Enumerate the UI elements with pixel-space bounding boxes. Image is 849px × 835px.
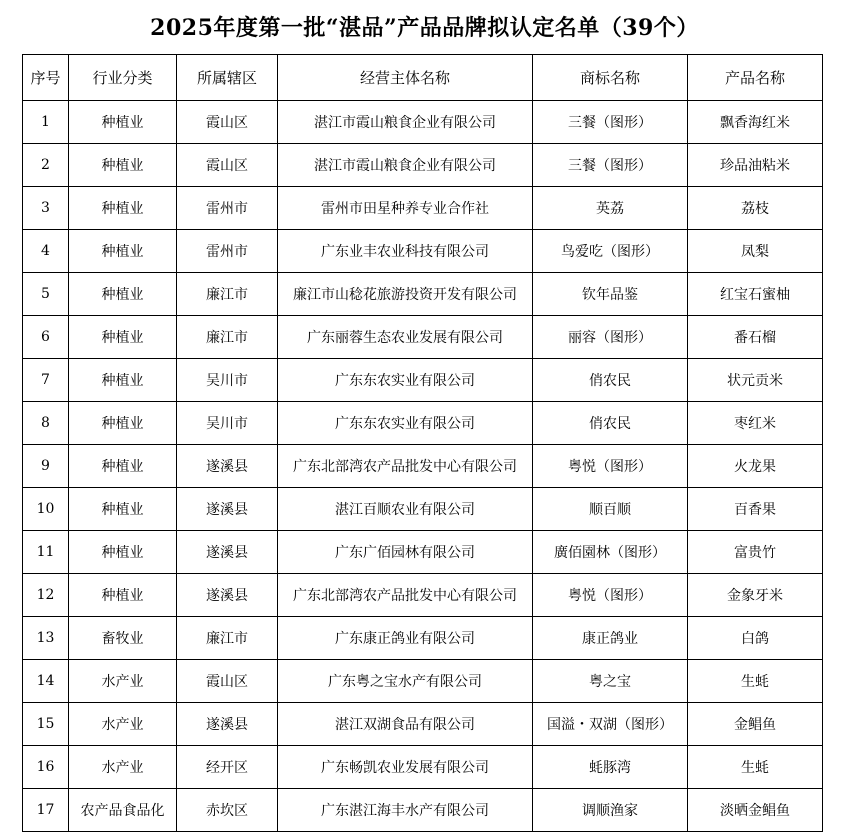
cell-district: 吴川市 [177,359,278,402]
cell-industry: 种植业 [69,144,177,187]
table-row [23,316,823,359]
cell-company: 湛江百顺农业有限公司 [278,488,533,531]
header-index: 序号 [23,55,69,101]
cell-trademark: 蚝豚湾 [533,746,688,789]
cell-industry: 种植业 [69,574,177,617]
cell-industry: 水产业 [69,660,177,703]
cell-industry: 种植业 [69,445,177,488]
header-company: 经营主体名称 [278,55,533,101]
cell-product: 淡晒金鲳鱼 [688,789,823,832]
table-body [23,101,823,832]
cell-industry: 种植业 [69,101,177,144]
cell-trademark: 调顺渔家 [533,789,688,832]
cell-district: 遂溪县 [177,531,278,574]
cell-index: 12 [23,574,69,617]
cell-trademark: 顺百顺 [533,488,688,531]
cell-company: 广东业丰农业科技有限公司 [278,230,533,273]
table-row [23,101,823,144]
cell-district: 遂溪县 [177,574,278,617]
cell-product: 飘香海红米 [688,101,823,144]
cell-company: 广东康正鸽业有限公司 [278,617,533,660]
cell-trademark: 粤之宝 [533,660,688,703]
cell-index: 10 [23,488,69,531]
cell-district: 雷州市 [177,187,278,230]
table-row [23,660,823,703]
cell-product: 枣红米 [688,402,823,445]
cell-index: 6 [23,316,69,359]
cell-product: 百香果 [688,488,823,531]
cell-company: 广东北部湾农产品批发中心有限公司 [278,574,533,617]
header-trademark: 商标名称 [533,55,688,101]
cell-industry: 畜牧业 [69,617,177,660]
cell-district: 经开区 [177,746,278,789]
cell-product: 珍品油粘米 [688,144,823,187]
cell-district: 廉江市 [177,617,278,660]
cell-product: 白鸽 [688,617,823,660]
cell-industry: 种植业 [69,402,177,445]
cell-industry: 种植业 [69,316,177,359]
cell-company: 湛江市霞山粮食企业有限公司 [278,144,533,187]
table-row [23,789,823,832]
table-row [23,187,823,230]
cell-trademark: 粤悦（图形） [533,445,688,488]
cell-company: 廉江市山稔花旅游投资开发有限公司 [278,273,533,316]
cell-index: 11 [23,531,69,574]
cell-trademark: 康正鸽业 [533,617,688,660]
cell-company: 湛江市霞山粮食企业有限公司 [278,101,533,144]
cell-district: 廉江市 [177,273,278,316]
cell-district: 霞山区 [177,660,278,703]
cell-district: 遂溪县 [177,703,278,746]
cell-product: 生蚝 [688,746,823,789]
cell-trademark: 鸟爱吃（图形） [533,230,688,273]
cell-trademark: 国溢・双湖（图形） [533,703,688,746]
cell-index: 15 [23,703,69,746]
cell-product: 火龙果 [688,445,823,488]
cell-product: 番石榴 [688,316,823,359]
cell-trademark: 廣佰園林（图形） [533,531,688,574]
cell-trademark: 三餐（图形） [533,144,688,187]
table-row [23,531,823,574]
cell-district: 雷州市 [177,230,278,273]
cell-industry: 种植业 [69,531,177,574]
header-product: 产品名称 [688,55,823,101]
cell-index: 1 [23,101,69,144]
cell-trademark: 粤悦（图形） [533,574,688,617]
cell-industry: 农产品食品化 [69,789,177,832]
cell-industry: 水产业 [69,703,177,746]
cell-district: 霞山区 [177,144,278,187]
table-header-row [23,55,823,101]
table-row [23,574,823,617]
cell-index: 8 [23,402,69,445]
cell-company: 广东广佰园林有限公司 [278,531,533,574]
cell-product: 状元贡米 [688,359,823,402]
cell-district: 遂溪县 [177,488,278,531]
cell-index: 14 [23,660,69,703]
page-title: 2025年度第一批“湛品”产品品牌拟认定名单（39个） [150,15,699,41]
cell-district: 赤坎区 [177,789,278,832]
table-row [23,144,823,187]
header-district: 所属辖区 [177,55,278,101]
cell-index: 17 [23,789,69,832]
cell-industry: 种植业 [69,230,177,273]
cell-index: 16 [23,746,69,789]
cell-company: 广东畅凯农业发展有限公司 [278,746,533,789]
cell-trademark: 三餐（图形） [533,101,688,144]
cell-industry: 种植业 [69,273,177,316]
brand-list-table [22,54,823,832]
cell-index: 3 [23,187,69,230]
cell-industry: 水产业 [69,746,177,789]
cell-company: 广东粤之宝水产有限公司 [278,660,533,703]
cell-company: 雷州市田星种养专业合作社 [278,187,533,230]
cell-company: 广东东农实业有限公司 [278,359,533,402]
table-row [23,617,823,660]
table-row [23,746,823,789]
cell-product: 生蚝 [688,660,823,703]
table-row [23,230,823,273]
cell-trademark: 俏农民 [533,359,688,402]
cell-trademark: 俏农民 [533,402,688,445]
cell-company: 广东湛江海丰水产有限公司 [278,789,533,832]
cell-industry: 种植业 [69,488,177,531]
table-row [23,488,823,531]
cell-company: 广东北部湾农产品批发中心有限公司 [278,445,533,488]
table-row [23,273,823,316]
cell-company: 湛江双湖食品有限公司 [278,703,533,746]
cell-district: 吴川市 [177,402,278,445]
cell-industry: 种植业 [69,187,177,230]
cell-index: 5 [23,273,69,316]
cell-district: 霞山区 [177,101,278,144]
cell-index: 4 [23,230,69,273]
cell-trademark: 钦年品鉴 [533,273,688,316]
cell-company: 广东丽蓉生态农业发展有限公司 [278,316,533,359]
cell-index: 9 [23,445,69,488]
cell-trademark: 丽容（图形） [533,316,688,359]
cell-product: 富贵竹 [688,531,823,574]
cell-index: 2 [23,144,69,187]
cell-district: 廉江市 [177,316,278,359]
cell-product: 红宝石蜜柚 [688,273,823,316]
cell-product: 金鲳鱼 [688,703,823,746]
table-row [23,445,823,488]
cell-industry: 种植业 [69,359,177,402]
header-industry: 行业分类 [69,55,177,101]
cell-product: 凤梨 [688,230,823,273]
cell-company: 广东东农实业有限公司 [278,402,533,445]
cell-index: 13 [23,617,69,660]
cell-index: 7 [23,359,69,402]
table-row [23,703,823,746]
cell-trademark: 英荔 [533,187,688,230]
table-row [23,359,823,402]
table-row [23,402,823,445]
cell-product: 荔枝 [688,187,823,230]
cell-product: 金象牙米 [688,574,823,617]
cell-district: 遂溪县 [177,445,278,488]
